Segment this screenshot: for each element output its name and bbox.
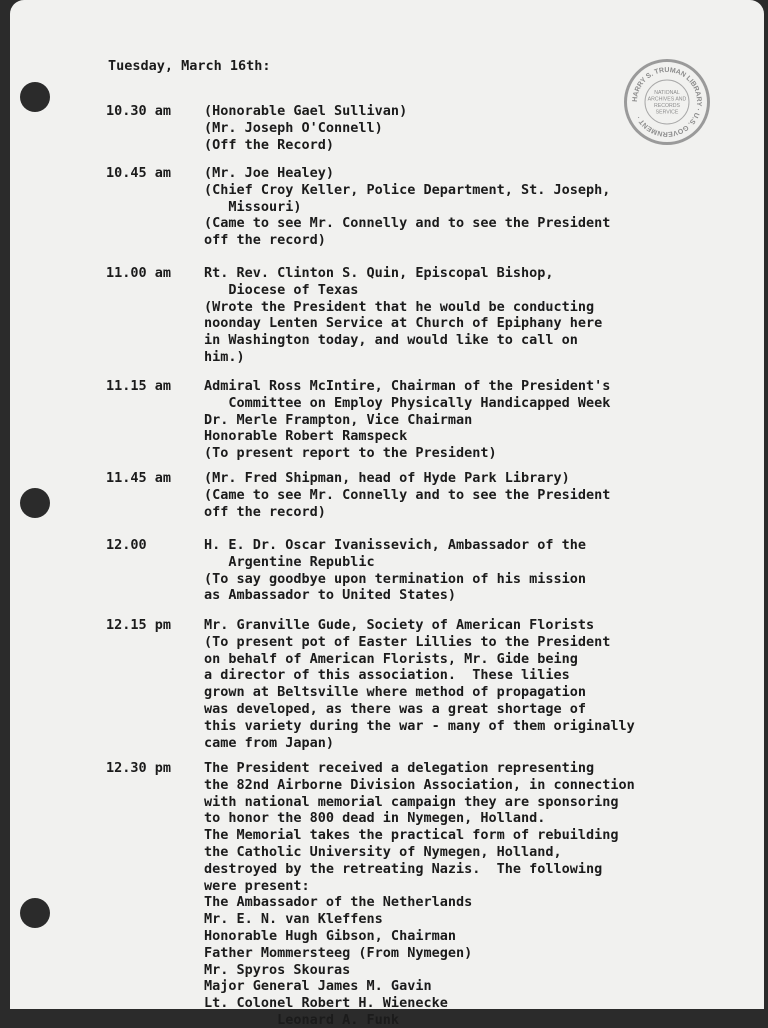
entry-line: Argentine Republic: [204, 553, 375, 570]
entry-line: Mr. Granville Gude, Society of American Florists: [204, 617, 595, 633]
entry-time: 11.15 am: [106, 378, 172, 394]
entry-line: Missouri): [204, 198, 302, 215]
entry-line: Lt. Colonel Robert H. Wienecke: [204, 995, 448, 1012]
entry-time: 10.45 am: [106, 165, 172, 181]
entry-line: (Came to see Mr. Connelly and to see the President: [204, 215, 611, 232]
entry-line: Leonard A. Funk: [204, 1012, 400, 1028]
appointment-log: [10, 0, 764, 1028]
entry-line: came from Japan): [204, 734, 335, 751]
entry-line: the 82nd Airborne Division Association, in connection: [204, 776, 635, 793]
entry-time: 10.30 am: [106, 103, 172, 119]
entry-line: The President received a delegation representing: [204, 760, 595, 776]
entry-time: 11.45 am: [106, 470, 172, 486]
entry-line: Honorable Robert Ramspeck: [204, 428, 408, 445]
entry-line: The Memorial takes the practical form of rebuilding: [204, 827, 619, 844]
entry-line: Mr. E. N. van Kleffens: [204, 911, 383, 928]
entry-line: Diocese of Texas: [204, 281, 359, 298]
entry-line: grown at Beltsville where method of propagation: [204, 684, 587, 701]
entry-line: off the record): [204, 232, 326, 249]
entry-line: was developed, as there was a great shortage of: [204, 701, 587, 717]
entry-line: The Ambassador of the Netherlands: [204, 894, 473, 911]
entry-line: Honorable Hugh Gibson, Chairman: [204, 928, 456, 944]
entry-line: (Mr. Fred Shipman, head of Hyde Park Library): [204, 470, 570, 486]
entry-line: the Catholic University of Nymegen, Holland,: [204, 844, 562, 860]
entry-time: 11.00 am: [106, 265, 172, 281]
page-heading: Tuesday, March 16th:: [108, 58, 271, 74]
entry-line: (To say goodbye upon termination of his mission: [204, 570, 587, 587]
entry-line: off the record): [204, 503, 326, 520]
stamp-center-line: NATIONAL: [654, 90, 680, 96]
entry-line: a director of this association. These lilies: [204, 667, 570, 684]
entry-line: (To present pot of Easter Lillies to the President: [204, 633, 611, 650]
entry-line: (Mr. Joseph O'Connell): [204, 119, 383, 136]
entry-time: 12.30 pm: [106, 760, 172, 776]
stamp-center-line: ARCHIVES AND: [647, 96, 687, 103]
entry-line: Committee on Employ Physically Handicapped Week: [204, 394, 611, 411]
document-page: [10, 0, 764, 1028]
entry-line: destroyed by the retreating Nazis. The following: [204, 860, 603, 877]
entry-line: H. E. Dr. Oscar Ivanissevich, Ambassador of the: [204, 537, 587, 553]
entry-line: Major General James M. Gavin: [204, 978, 432, 995]
entry-line: Admiral Ross McIntire, Chairman of the President's: [204, 378, 611, 394]
svg-text:HARRY S. TRUMAN LIBRARY · U.S.: HARRY S. TRUMAN LIBRARY · U.S. GOVERNMENT ·: [631, 66, 703, 138]
entry-line: as Ambassador to United States): [204, 587, 456, 604]
entry-line: (Honorable Gael Sullivan): [204, 103, 408, 119]
entry-line: in Washington today, and would like to call on: [204, 332, 578, 349]
stamp-center-line: SERVICE: [655, 109, 679, 116]
entry-line: with national memorial campaign they are sponsoring: [204, 793, 619, 810]
stamp-center-line: RECORDS: [654, 103, 680, 109]
entry-time: 12.00: [106, 537, 147, 553]
entry-line: (Mr. Joe Healey): [204, 165, 335, 181]
entry-line: noonday Lenten Service at Church of Epiphany here: [204, 315, 603, 332]
entry-line: him.): [204, 349, 245, 365]
entry-line: (Chief Croy Keller, Police Department, St. Joseph,: [204, 181, 611, 198]
entry-line: this variety during the war - many of them originally: [204, 717, 635, 734]
entry-line: Dr. Merle Frampton, Vice Chairman: [204, 411, 473, 428]
entry-line: Rt. Rev. Clinton S. Quin, Episcopal Bishop,: [204, 265, 554, 281]
entry-line: Father Mommersteeg (From Nymegen): [204, 944, 473, 961]
entry-line: were present:: [204, 877, 310, 894]
entry-line: (Wrote the President that he would be conducting: [204, 298, 595, 315]
entry-line: (Came to see Mr. Connelly and to see the President: [204, 486, 611, 503]
entry-time: 12.15 pm: [106, 617, 172, 633]
entry-line: Mr. Spyros Skouras: [204, 961, 351, 978]
entry-line: to honor the 800 dead in Nymegen, Holland.: [204, 810, 546, 827]
entry-line: (To present report to the President): [204, 445, 497, 462]
entry-line: (Off the Record): [204, 136, 335, 153]
entry-line: on behalf of American Florists, Mr. Gide being: [204, 650, 578, 667]
